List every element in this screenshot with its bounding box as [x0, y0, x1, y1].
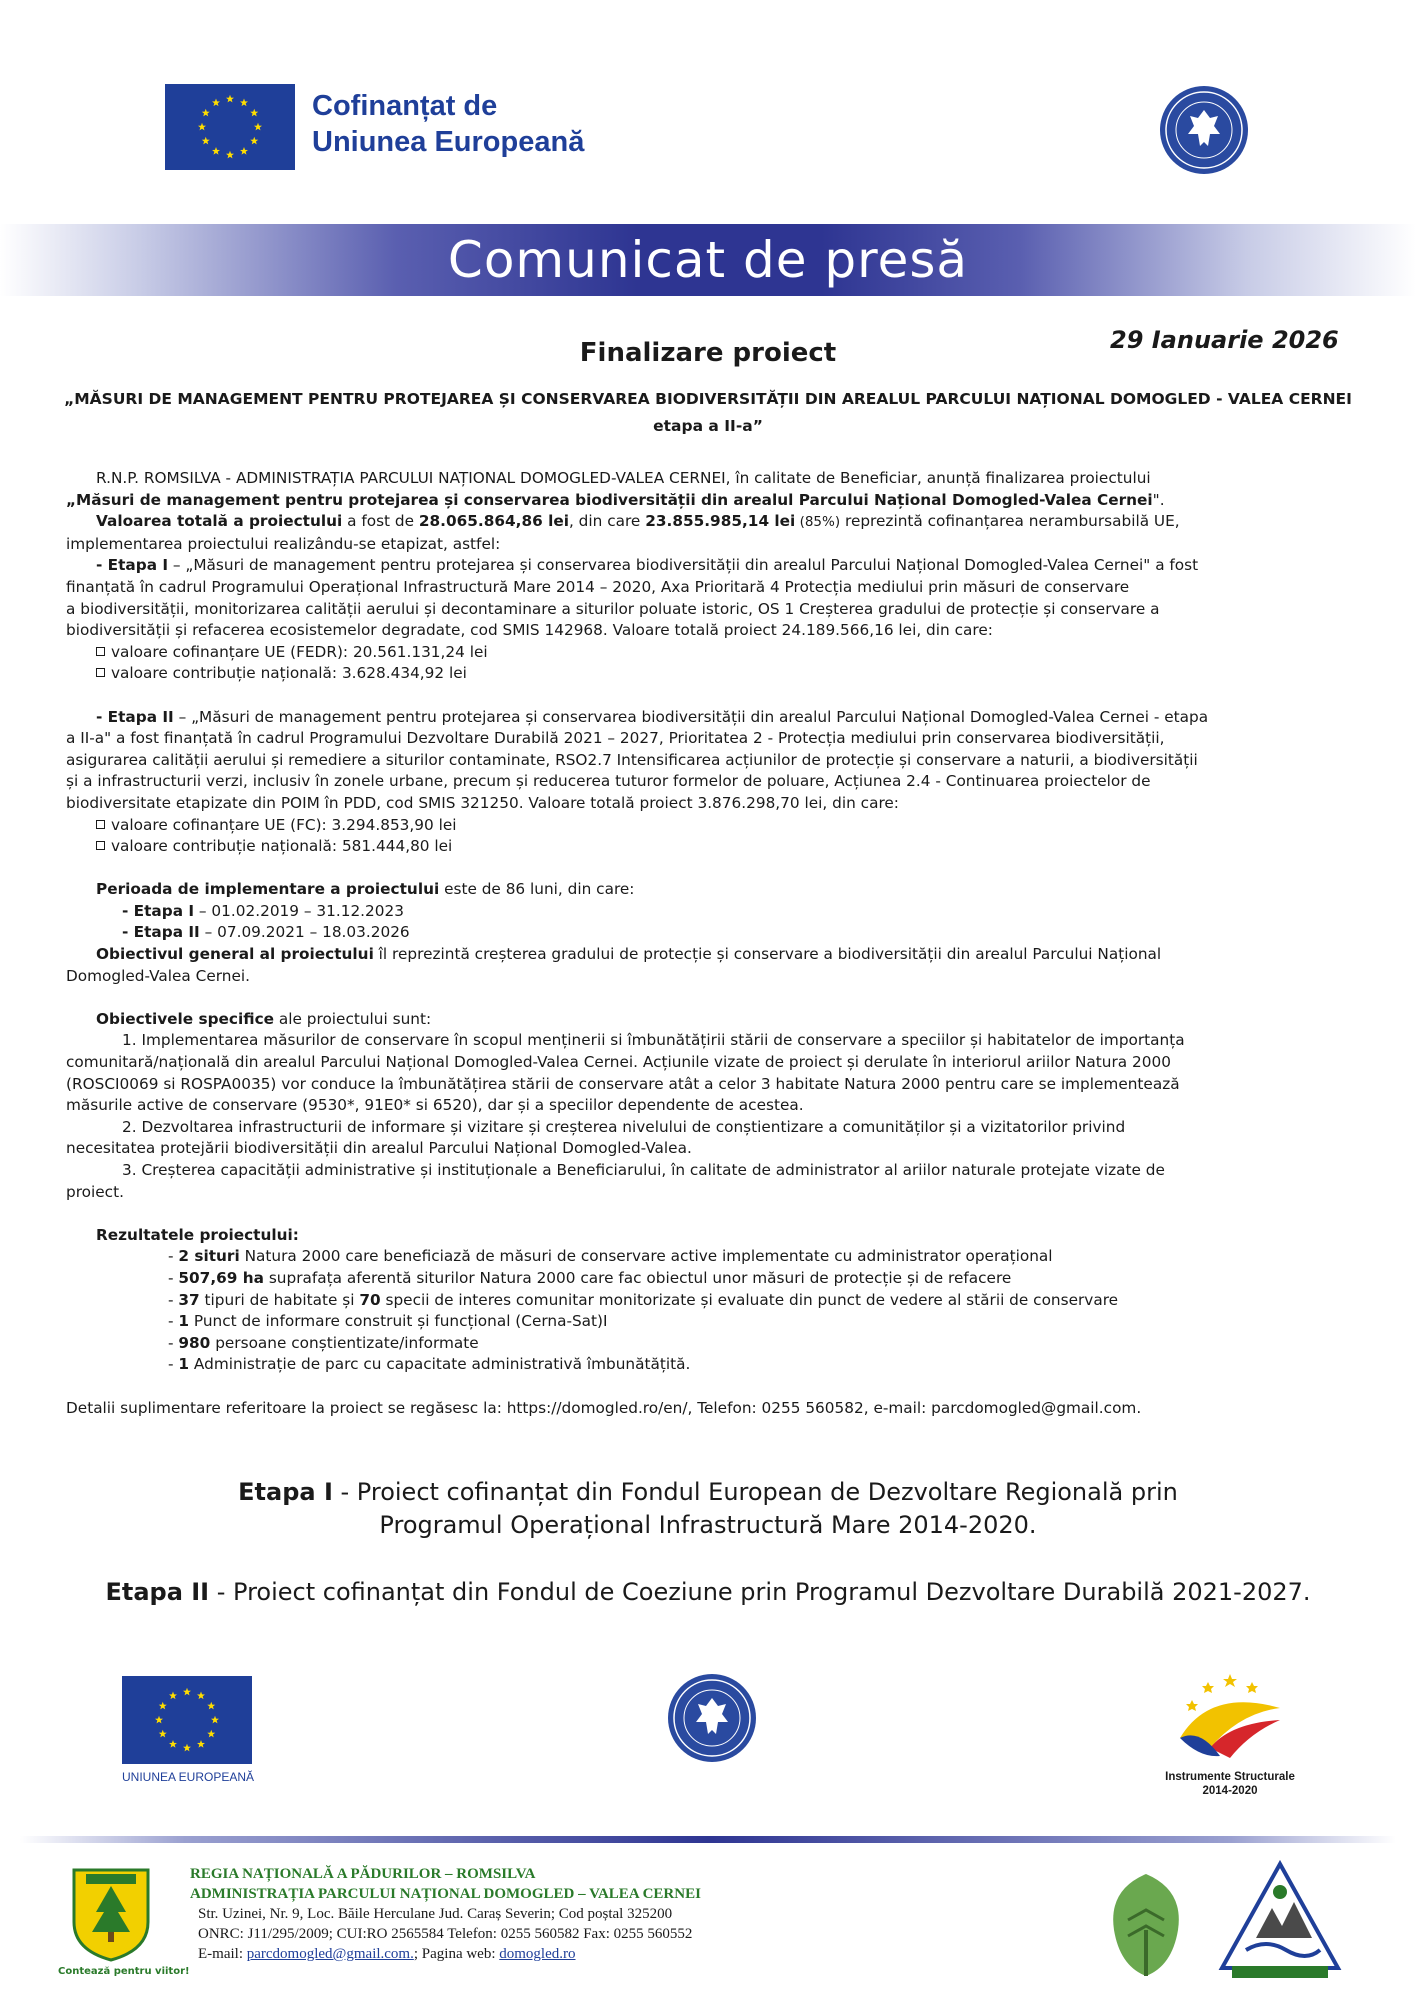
etapa2-line2: a II-a" a fost finanțată în cadrul Programului Dezvoltare Durabilă 2021 – 2027, Prioritatea 2 - Protecția mediului prin conservarea biodiversității,: [66, 729, 1165, 748]
objective1-line3: (ROSCI0069 si ROSPA0035) vor conduce la îmbunătățirea stării de conservare atât a celor 3 habitate Natura 2000 pentru care se implementează: [66, 1074, 1180, 1093]
period-e2-label: - Etapa II: [122, 923, 200, 942]
etapa1-item2: [66, 663, 1356, 685]
square-bullet-icon: [96, 841, 105, 850]
result4-text: Punct de informare construit și funcțional (Cerna-Sat)I: [189, 1312, 608, 1331]
objective1-line2: comunitară/națională din arealul Parcului Național Domogled-Valea Cernei. Acțiunile vizate de proiect și derulate în interiorul ariilor Natura 2000: [66, 1053, 1171, 1072]
result3-number: 37: [178, 1290, 200, 1309]
value-mid1: a fost de: [342, 512, 419, 531]
square-bullet-icon: [96, 647, 105, 656]
results-label: Rezultatele proiectului:: [96, 1225, 299, 1244]
result-item: - 507,69 ha suprafața aferentă siturilor Natura 2000 care fac obiectul unor măsuri de protecție și de refacere: [168, 1268, 1012, 1287]
email-web-line: [190, 1944, 890, 1964]
value-total: 28.065.864,86 lei: [418, 512, 569, 531]
romsilva-logo: [66, 1862, 156, 1962]
result6-text: Administrație de parc cu capacitate administrativă îmbunătățită.: [189, 1355, 691, 1374]
beech-forest-heritage-logo: [1098, 1870, 1194, 1980]
banner-title: Comunicat de presă: [447, 231, 969, 289]
subtitle-line1: „MĂSURI DE MANAGEMENT PENTRU PROTEJAREA ȘI CONSERVAREA BIODIVERSITĂȚII DIN AREALUL PARCULUI NAȚIONAL DOMOGLED - VALEA CERNEI: [64, 390, 1352, 408]
result-item: - 37 tipuri de habitate și 70 specii de interes comunitar monitorizate și evaluate din punct de vedere al stării de conservare: [168, 1290, 1119, 1309]
result5-text: persoane conștientizate/informate: [210, 1333, 479, 1352]
website-link[interactable]: domogled.ro: [499, 1946, 576, 1962]
objective-label: Obiectivul general al proiectului: [96, 945, 374, 964]
period-text: este de 86 luni, din care:: [439, 880, 635, 899]
objective2-line2: necesitatea protejării biodiversității din arealul Parcului Național Domogled-Valea.: [66, 1139, 692, 1158]
funding-etapa1: [0, 1476, 1416, 1542]
page-heading: Finalizare proiect: [579, 338, 837, 368]
domogled-park-logo: [1216, 1858, 1344, 1980]
details-line: Detalii suplimentare referitoare la proiect se regăsesc la: https://domogled.ro/en/, Telefon: 0255 560582, e-mail: parcdomogled@gmail.com.: [66, 1398, 1142, 1417]
eu-flag-icon: [165, 84, 295, 170]
objective-line2: Domogled-Valea Cernei.: [66, 966, 250, 985]
etapa1-line3: a biodiversității, monitorizarea calității aerului și decontaminare a siturilor poluate istoric, OS 1 Creșterea gradului de protecție și conservare a: [66, 599, 1160, 618]
objectives-label: Obiectivele specifice: [96, 1009, 275, 1028]
period-etapa1: [66, 901, 1356, 923]
period-line: [66, 879, 1356, 901]
etapa1-item1-text: valoare cofinanțare UE (FEDR): 20.561.131,24 lei: [111, 642, 488, 661]
etapa2-line4: și a infrastructurii verzi, inclusiv în zonele urbane, precum și reducerea tuturor formelor de poluare, Acțiunea 2.4 - Continuarea proiectelor de: [66, 772, 1151, 791]
square-bullet-icon: [96, 820, 105, 829]
result4-number: 1: [178, 1312, 190, 1331]
period-e1-text: – 01.02.2019 – 31.12.2023: [194, 901, 404, 920]
etapa1-line2: finanțată în cadrul Programului Operațional Infrastructură Mare 2014 – 2020, Axa Prioritară 4 Protecția mediului prin măsuri de conservare: [66, 577, 1130, 596]
funding-e2-label: Etapa II: [105, 1578, 210, 1606]
project-name-end: ".: [1152, 490, 1165, 509]
result-item: - 1 Punct de informare construit și funcțional (Cerna-Sat)I: [168, 1312, 608, 1331]
eu-label: UNIUNEA EUROPEANĂ: [122, 1770, 255, 1784]
funding-etapa1-line1: [0, 1476, 1416, 1509]
etapa2-item1: [66, 815, 1356, 837]
is-label1: Instrumente Structurale: [1165, 1771, 1295, 1783]
objective-general: [66, 944, 1356, 966]
press-body: [66, 468, 1356, 1419]
result6-number: 1: [178, 1355, 190, 1374]
etapa2-text: – „Măsuri de management pentru protejarea și conservarea biodiversității din arealul Parcului Național Domogled-Valea Cernei - etapa: [173, 707, 1209, 726]
romanian-government-seal-icon: [1158, 84, 1250, 176]
objective3-line2: proiect.: [66, 1182, 124, 1201]
period-e1-label: - Etapa I: [122, 901, 195, 920]
intro-value-line2: implementarea proiectului realizându-se etapizat, astfel:: [66, 534, 501, 553]
email-link[interactable]: parcdomogled@gmail.com.: [246, 1946, 414, 1962]
objective-text: îl reprezintă creșterea gradului de protecție și conservare a biodiversității din arealul Parcului Național: [373, 945, 1162, 964]
objective1-line4: măsurile active de conservare (9530*, 91E0* si 6520), dar și a speciilor dependente de acestea.: [66, 1096, 804, 1115]
etapa2-item2: [66, 836, 1356, 858]
funding-e2-text: - Proiect cofinanțat din Fondul de Coeziune prin Programul Dezvoltare Durabilă 2021-2027.: [209, 1578, 1311, 1606]
period-e2-text: – 07.09.2021 – 18.03.2026: [199, 923, 410, 942]
address-line: Str. Uzinei, Nr. 9, Loc. Băile Herculane Jud. Caraș Severin; Cod poștal 325200: [198, 1906, 673, 1922]
intro-value-line: [66, 511, 1356, 534]
is-label2: 2014-2020: [1202, 1785, 1258, 1797]
eu-flag-icon: [122, 1676, 252, 1764]
etapa2-item1-text: valoare cofinanțare UE (FC): 3.294.853,90 lei: [111, 815, 457, 834]
contact-block: [190, 1864, 890, 1964]
value-label: Valoarea totală a proiectului: [96, 512, 343, 531]
romanian-government-seal-icon: [666, 1672, 758, 1764]
period-label: Perioada de implementare a proiectului: [96, 880, 440, 899]
etapa2-line5: biodiversitate etapizate din POIM în PDD, cod SMIS 321250. Valoare totală proiect 3.876.298,70 lei, din care:: [66, 793, 899, 812]
value-pct: (85%): [795, 514, 841, 531]
project-subtitle: [60, 386, 1356, 440]
result1-number: 2 situri: [178, 1247, 240, 1266]
period-etapa2: [66, 922, 1356, 944]
result2-number: 507,69 ha: [178, 1268, 264, 1287]
result3-text: specii de interes comunitar monitorizate și evaluate din punct de vedere al stării de conservare: [380, 1290, 1119, 1309]
cofin-line2: Uniunea Europeană: [312, 126, 585, 158]
value-end: reprezintă cofinanțarea nerambursabilă UE,: [840, 512, 1180, 531]
intro-line1: R.N.P. ROMSILVA - ADMINISTRAȚIA PARCULUI NAȚIONAL DOMOGLED-VALEA CERNEI, în calitate de Beneficiar, anunță finalizarea proiectului: [96, 469, 1151, 487]
footer-rule: [20, 1836, 1396, 1843]
result-item: - 2 situri Natura 2000 care beneficiază de măsuri de conservare active implementate cu administrator operațional: [168, 1247, 1053, 1266]
org-line2: ADMINISTRAȚIA PARCULUI NAȚIONAL DOMOGLED – VALEA CERNEI: [190, 1886, 701, 1902]
objective3-line1: 3. Creșterea capacității administrative și instituționale a Beneficiarului, în calitate de administrator al ariilor naturale protejate vizate de: [122, 1161, 1165, 1179]
registration-line: ONRC: J11/295/2009; CUI:RO 2565584 Telefon: 0255 560582 Fax: 0255 560552: [198, 1926, 693, 1942]
funding-e1-text: - Proiect cofinanțat din Fondul European de Dezvoltare Regională prin: [332, 1478, 1178, 1506]
value-eu: 23.855.985,14 lei: [645, 512, 796, 531]
result1-text: Natura 2000 care beneficiază de măsuri de conservare active implementate cu administrator operațional: [239, 1247, 1053, 1266]
value-mid2: , din care: [568, 512, 646, 531]
romsilva-tagline: Contează pentru viitor!: [58, 1966, 190, 1977]
structural-instruments-label: [1150, 1770, 1310, 1798]
etapa1-line4: biodiversității și refacerea ecosistemelor degradate, cod SMIS 142968. Valoare totală proiect 24.189.566,16 lei, din care:: [66, 621, 993, 640]
results-header: [66, 1225, 1356, 1247]
etapa1-item2-text: valoare contribuție națională: 3.628.434,92 lei: [111, 664, 467, 683]
result5-number: 980: [178, 1333, 211, 1352]
result2-text: suprafața aferentă siturilor Natura 2000 care fac obiectul unor măsuri de protecție și de refacere: [263, 1268, 1012, 1287]
objectives-header: [66, 1009, 1356, 1031]
etapa2-line1: [66, 707, 1356, 729]
square-bullet-icon: [96, 668, 105, 677]
email-label: E-mail:: [198, 1946, 247, 1962]
funding-etapa2: [0, 1576, 1416, 1609]
subtitle-line2: etapa a II-a”: [653, 417, 763, 435]
funding-etapa1-line2: Programul Operațional Infrastructură Mare 2014-2020.: [379, 1511, 1037, 1539]
cofin-line1: Cofinanțat de: [312, 90, 498, 122]
intro-line2: [66, 490, 1356, 512]
cofinantat-logo-text: [312, 88, 584, 160]
result3-number2: 70: [359, 1290, 381, 1309]
project-name: „Măsuri de management pentru protejarea și conservarea biodiversității din arealul Parcului Național Domogled-Valea Cernei: [66, 490, 1153, 509]
objectives-label-end: ale proiectului sunt:: [274, 1009, 432, 1028]
etapa1-label: - Etapa I: [96, 556, 169, 575]
web-label: ; Pagina web:: [413, 1946, 500, 1962]
result-item: - 980 persoane conștientizate/informate: [168, 1333, 479, 1352]
objective1-line1: 1. Implementarea măsurilor de conservare în scopul menținerii si îmbunătățirii stării de conservare a speciilor și habitatelor de importanța: [122, 1031, 1185, 1050]
etapa2-line3: asigurarea calității aerului și remediere a siturilor contaminate, RSO2.7 Intensificarea acțiunilor de protecție și conservare a naturii, a biodiversității: [66, 750, 1198, 769]
funding-e1-label: Etapa I: [238, 1478, 333, 1506]
org-line1: REGIA NAȚIONALĂ A PĂDURILOR – ROMSILVA: [190, 1866, 536, 1882]
etapa2-item2-text: valoare contribuție națională: 581.444,80 lei: [111, 837, 453, 856]
structural-instruments-logo: [1170, 1668, 1290, 1768]
result3-mid: tipuri de habitate și: [199, 1290, 360, 1309]
press-date: 29 Ianuarie 2026: [1110, 326, 1339, 354]
objective2-line1: 2. Dezvoltarea infrastructurii de informare și vizitare și creșterea nivelului de conștientizare a comunităților și a vizitatorilor privind: [122, 1117, 1126, 1136]
etapa1-text: – „Măsuri de management pentru protejarea și conservarea biodiversității din arealul Parcului Național Domogled-Valea Cernei" a fost: [168, 556, 1199, 575]
etapa1-item1: [66, 642, 1356, 664]
etapa2-label: - Etapa II: [96, 707, 174, 726]
etapa1-line1: [66, 555, 1356, 577]
result-item: - 1 Administrație de parc cu capacitate administrativă îmbunătățită.: [168, 1355, 691, 1374]
